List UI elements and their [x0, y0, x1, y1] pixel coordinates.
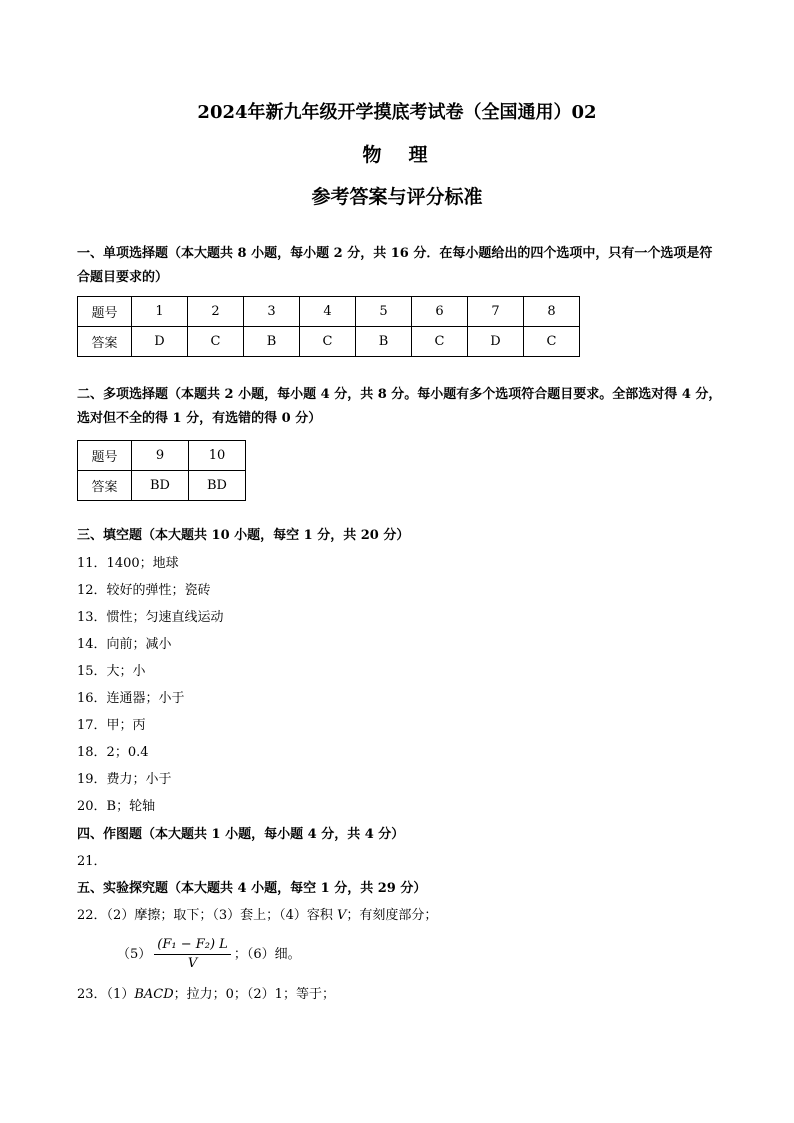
section5-heading: 五、实验探究题（本大题共 4 小题，每空 1 分，共 29 分）	[77, 881, 427, 896]
section2-answer-table	[77, 440, 246, 501]
answer-23-line1: 23．（1）BACD；拉力；0；（2）1；等于；	[77, 987, 335, 1002]
question-number: 4	[300, 297, 356, 327]
question-number: 8	[524, 297, 580, 327]
answer-cell: C	[524, 327, 580, 357]
answer-cell: C	[300, 327, 356, 357]
table-row	[78, 471, 246, 501]
answer-cell: D	[132, 327, 188, 357]
section2-heading	[77, 383, 757, 431]
row-label-question: 题号	[78, 441, 132, 471]
answer-key-title: 参考答案与评分标准	[311, 186, 483, 208]
section1-heading-line2: 合题目要求的）	[77, 270, 169, 285]
answer-cell: D	[468, 327, 524, 357]
question-number: 6	[412, 297, 468, 327]
section1-answer-table	[77, 296, 580, 357]
answer-cell: C	[412, 327, 468, 357]
answer-cell: BD	[189, 471, 246, 501]
list-item: 12．较好的弹性；瓷砖	[77, 583, 211, 598]
list-item: 11．1400；地球	[77, 556, 179, 571]
question-number: 10	[189, 441, 246, 471]
list-item: 20．B；轮轴	[77, 799, 156, 814]
list-item: 15．大；小	[77, 664, 146, 679]
variable-v: V	[337, 908, 347, 923]
answer-cell: BD	[132, 471, 189, 501]
section1-heading-line1: 一、单项选择题（本大题共 8 小题，每小题 2 分，共 16 分．在每小题给出的四个选项中，只有一个选项是符	[77, 246, 713, 261]
question-number: 2	[188, 297, 244, 327]
fraction-denominator: V	[187, 956, 198, 971]
fraction-numerator: (F₁ − F₂) L	[154, 936, 231, 955]
list-item: 19．费力；小于	[77, 772, 172, 787]
page-title: 2024年新九年级开学摸底考试卷（全国通用）02	[197, 102, 597, 123]
formula-fraction	[154, 936, 231, 973]
row-label-answer: 答案	[78, 471, 132, 501]
row-label-answer: 答案	[78, 327, 132, 357]
question-number: 9	[132, 441, 189, 471]
answer-22-line1: 22．（2）摩擦；取下；（3）套上；（4）容积 V；有刻度部分；	[77, 908, 438, 923]
list-item: 14．向前；减小	[77, 637, 172, 652]
row-label-question: 题号	[78, 297, 132, 327]
table-row	[78, 297, 580, 327]
section2-heading-line2: 选对但不全的得 1 分，有选错的得 0 分）	[77, 411, 322, 426]
list-item: 13．惯性；匀速直线运动	[77, 610, 224, 625]
table-row	[78, 441, 246, 471]
question-number: 5	[356, 297, 412, 327]
list-item: 17．甲；丙	[77, 718, 146, 733]
answer-22-line2: （5） $\frac{\text{(F₁ − F₂) L}}{V}$ ；（6）细。	[117, 937, 301, 971]
question-number: 3	[244, 297, 300, 327]
list-item: 18．2；0.4	[77, 745, 149, 760]
question-number: 7	[468, 297, 524, 327]
section2-heading-line1: 二、多项选择题（本题共 2 小题，每小题 4 分，共 8 分。每小题有多个选项符合题目要求。全部选对得 4 分，	[77, 387, 722, 402]
list-item: 21．	[77, 854, 107, 869]
section4-heading: 四、作图题（本大题共 1 小题，每小题 4 分，共 4 分）	[77, 827, 405, 842]
subject-title: 物 理	[362, 144, 432, 166]
answer-cell: C	[188, 327, 244, 357]
section1-heading	[77, 242, 757, 290]
section3-heading: 三、填空题（本大题共 10 小题，每空 1 分，共 20 分）	[77, 528, 410, 543]
list-item: 16．连通器；小于	[77, 691, 185, 706]
variable-bacd: BACD	[134, 987, 174, 1002]
answer-cell: B	[244, 327, 300, 357]
answer-cell: B	[356, 327, 412, 357]
table-row	[78, 327, 580, 357]
question-number: 1	[132, 297, 188, 327]
